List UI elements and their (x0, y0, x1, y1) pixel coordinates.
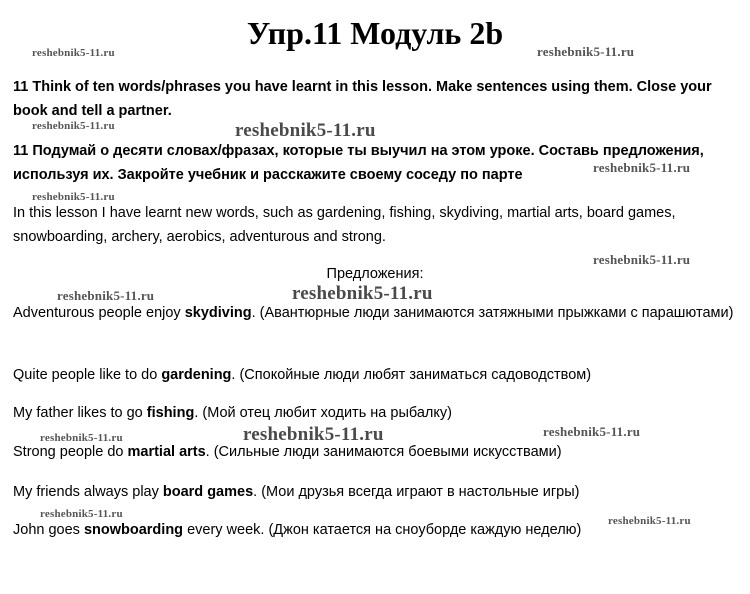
watermark: reshebnik5-11.ru (292, 283, 433, 304)
watermark: reshebnik5-11.ru (543, 424, 641, 439)
watermark: reshebnik5-11.ru (40, 508, 123, 520)
sentence-keyword: martial arts (127, 444, 206, 460)
sentence (13, 301, 737, 325)
watermark: reshebnik5-11.ru (537, 44, 635, 59)
sentence (13, 401, 737, 425)
sentence (13, 480, 737, 504)
sentence-keyword: snowboarding (83, 522, 184, 538)
sentence-keyword: skydiving (184, 305, 252, 321)
sentence-text: John goes (13, 522, 84, 538)
sentence (13, 518, 737, 542)
sentence-keyword: gardening (161, 367, 232, 383)
watermark: reshebnik5-11.ru (593, 252, 691, 267)
sentence-text: . (Спокойные люди любят заниматься садоводством) (231, 367, 592, 383)
watermark: reshebnik5-11.ru (40, 432, 123, 444)
sentence-text: . (Мои друзья всегда играют в настольные игры) (253, 484, 580, 500)
watermark: reshebnik5-11.ru (243, 424, 384, 445)
watermark: reshebnik5-11.ru (608, 515, 691, 527)
sentence-text: Quite people like to do (13, 367, 162, 383)
watermark: reshebnik5-11.ru (32, 47, 115, 59)
sentence-text: every week. (Джон катается на сноуборде каждую неделю) (183, 522, 582, 538)
sentence-text: . (Мой отец любит ходить на рыбалку) (194, 405, 452, 421)
sentence-text: . (Сильные люди занимаются боевыми искусствами) (205, 444, 562, 460)
watermark: reshebnik5-11.ru (593, 160, 691, 175)
answer-intro: In this lesson I have learnt new words, such as gardening, fishing, skydiving, martial arts, board games, snowboarding, archery, aerobics, adventurous and strong. (13, 205, 676, 245)
sentence-keyword: board games (162, 484, 254, 500)
watermark: reshebnik5-11.ru (57, 288, 155, 303)
sentence-text: Strong people do (13, 444, 128, 460)
sentence-keyword: fishing (146, 405, 195, 421)
watermark: reshebnik5-11.ru (235, 120, 376, 141)
sentence (13, 363, 737, 387)
sentence-text: . (Авантюрные люди занимаются затяжными прыжками с парашютами) (251, 305, 734, 321)
sentence (13, 440, 737, 464)
sentence-text: My friends always play (13, 484, 163, 500)
watermark: reshebnik5-11.ru (32, 120, 115, 132)
page-title: Упр.11 Модуль 2b (246, 15, 504, 51)
task-english: 11 Think of ten words/phrases you have learnt in this lesson. Make sentences using them. Close your book and tell a partner. (13, 79, 712, 119)
sentence-text: My father likes to go (13, 405, 147, 421)
watermark: reshebnik5-11.ru (32, 191, 115, 203)
sentences-heading: Предложения: (326, 266, 424, 282)
task-russian: 11 Подумай о десяти словах/фразах, которые ты выучил на этом уроке. Составь предложения, используя их. Закройте учебник и расскажите своему соседу по парте (13, 143, 704, 183)
sentence-text: Adventurous people enjoy (13, 305, 185, 321)
